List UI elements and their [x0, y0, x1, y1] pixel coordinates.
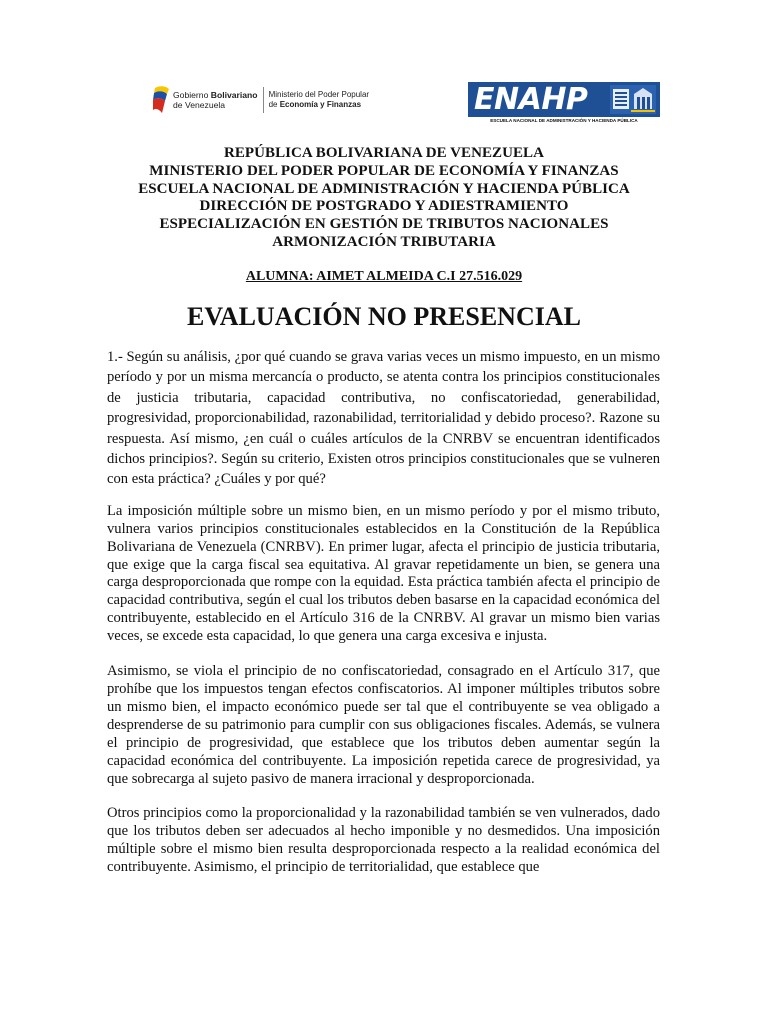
- enahp-wordmark: ENAHP: [474, 82, 588, 117]
- heading-line-specialization: ESPECIALIZACIÓN EN GESTIÓN DE TRIBUTOS NACIONALES: [159, 216, 609, 233]
- enahp-logo: [468, 82, 660, 126]
- answer-paragraph: Otros principios como la proporcionalidad y la razonabilidad también se ven vulnerados, dado que los tributos deben ser adecuados al hecho imponible y no desmedidos. Una imposición múltiple sobre el mismo bien resulta desproporcionada respecto a la realidad económica del contribuyente. Asimismo, el principio de territorialidad, que establece que: [107, 805, 660, 876]
- answer-paragraph: La imposición múltiple sobre un mismo bien, en un mismo período y por el mismo tributo, vulnera varios principios constitucionales establecidos en la Constitución de la República Bolivariana de Venezuela (CNRBV). En primer lugar, afecta el principio de justicia tributaria, que exige que la carga fiscal sea equitativa. Al gravar repetidamente un bien, se genera una carga desproporcionada que rompe con la equidad. Esta práctica también afecta el principio de capacidad contributiva, según el cual los tributos deben basarse en la capacidad económica del contribuyente, establecido en el Artículo 316 de la CNRBV. Al gravar un mismo bien varias veces, se excede esta capacidad, lo que genera una carga excesiva e injusta.: [107, 502, 660, 645]
- gov-line2: de Venezuela: [173, 100, 226, 110]
- institution-heading: [0, 145, 768, 252]
- ministry-line2-prefix: de: [268, 100, 280, 109]
- enahp-banner: [468, 82, 660, 117]
- heading-line-ministry: MINISTERIO DEL PODER POPULAR DE ECONOMÍA Y FINANZAS: [149, 162, 619, 179]
- heading-line-subject: ARMONIZACIÓN TRIBUTARIA: [272, 233, 496, 250]
- heading-line-republic: REPÚBLICA BOLIVARIANA DE VENEZUELA: [224, 145, 544, 161]
- ministry-line1: Ministerio del Poder Popular: [268, 90, 370, 99]
- ministry-line2-bold: Economía y Finanzas: [279, 100, 362, 109]
- question-paragraph: 1.- Según su análisis, ¿por qué cuando se grava varias veces un mismo impuesto, en un mismo período y por un misma mercancía o producto, se atenta contra los principios constitucionales de justicia tributaria, capacidad contributiva, no confiscatoriedad, generabilidad, progresividad, proporcionabilidad, razonabilidad, territorialidad y debido proceso?. Razone su respuesta. Así mismo, ¿en cuál o cuáles artículos de la CNRBV se encuentran identificados dichos principios?. Según su criterio, Existen otros principios constitucionales que se vulneren con esta práctica? ¿Cuáles y por qué?: [107, 349, 660, 488]
- heading-line-school: ESCUELA NACIONAL DE ADMINISTRACIÓN Y HACIENDA PÚBLICA: [138, 180, 630, 197]
- gov-line1-prefix: Gobierno: [173, 89, 211, 100]
- gov-logo-text: [173, 90, 258, 111]
- student-line: ALUMNA: AIMET ALMEIDA C.I 27.516.029: [245, 269, 523, 284]
- document-body: [107, 347, 660, 877]
- enahp-caption: ESCUELA NACIONAL DE ADMINISTRACIÓN Y HACIENDA PÚBLICA: [490, 118, 638, 123]
- government-logo: [151, 84, 369, 116]
- page-title: EVALUACIÓN NO PRESENCIAL: [187, 302, 581, 331]
- heading-line-direction: DIRECCIÓN DE POSTGRADO Y ADIESTRAMIENTO: [199, 198, 569, 215]
- ministry-logo-text: [269, 90, 370, 110]
- logo-divider: [263, 87, 264, 113]
- venezuela-flag-icon: [151, 84, 171, 116]
- answer-paragraph: Asimismo, se viola el principio de no confiscatoriedad, consagrado en el Artículo 317, que prohíbe que los impuestos tengan efectos confiscatorios. Al imponer múltiples tributos sobre un mismo bien, el impacto económico puede ser tal que el contribuyente se vea obligado a desprenderse de su patrimonio para cumplir con sus obligaciones fiscales. Además, se vulnera el principio de progresividad, que establece que los tributos deben aumentar según la capacidad económica del contribuyente. La imposición repetida carece de progresividad, ya que sobrecarga al sujeto pasivo de manera irracional y desproporcionada.: [107, 663, 660, 787]
- enahp-building-icon: [610, 85, 656, 114]
- gov-line1-bold: Bolivariano: [210, 89, 258, 100]
